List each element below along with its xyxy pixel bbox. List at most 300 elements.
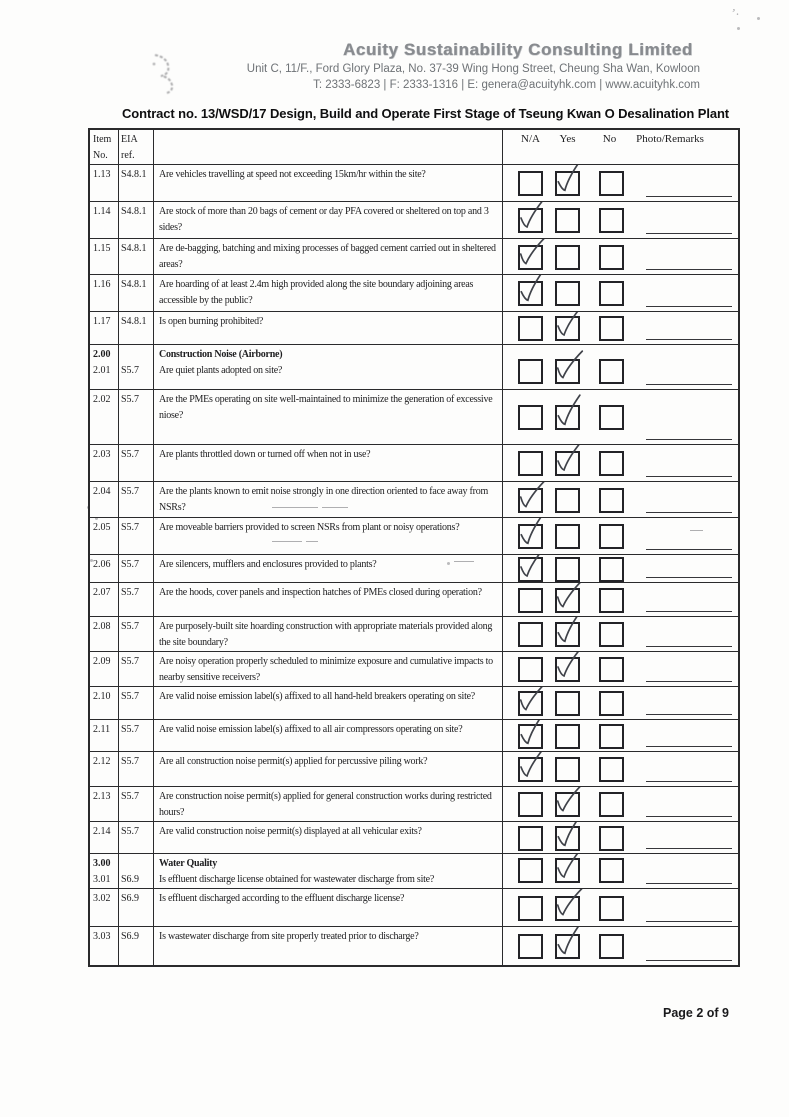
item-cell	[90, 165, 119, 201]
item-number: 2.02	[93, 394, 111, 405]
tick-mark-icon	[514, 239, 548, 271]
response-cell	[503, 583, 738, 616]
checkbox-na	[518, 208, 543, 233]
question-text: Are hoarding of at least 2.4m high provided along the site boundary adjoining areas accessible by the public?	[159, 279, 474, 306]
checkbox-yes	[555, 826, 580, 851]
eia-ref: S6.9	[121, 874, 140, 885]
checkbox-na	[518, 316, 543, 341]
table-row	[90, 555, 738, 583]
checkbox-yes	[555, 896, 580, 921]
remarks-line	[646, 196, 732, 197]
question-text: Are valid noise emission label(s) affixed to all air compressors operating on site?	[159, 724, 463, 735]
checkbox-na	[518, 757, 543, 782]
checkbox-no	[599, 316, 624, 341]
remarks-line	[646, 681, 732, 682]
eia-ref-cell	[119, 482, 154, 517]
checkbox-yes	[555, 245, 580, 270]
item-number: 2.08	[93, 621, 111, 632]
tick-mark-icon	[516, 202, 547, 233]
checkbox-no	[599, 488, 624, 513]
eia-ref: S4.8.1	[121, 316, 147, 327]
table-row	[90, 345, 738, 390]
col-header-responses	[503, 130, 738, 164]
checkbox-no	[599, 896, 624, 921]
checkbox-no	[599, 757, 624, 782]
tick-mark-icon	[514, 687, 548, 717]
eia-ref: S4.8.1	[121, 169, 147, 180]
question-cell	[154, 889, 503, 926]
question-cell	[154, 445, 503, 481]
eia-ref-cell	[119, 720, 154, 751]
checkbox-yes	[555, 858, 580, 883]
table-row	[90, 583, 738, 617]
eia-ref-cell	[119, 787, 154, 821]
table-row	[90, 445, 738, 482]
checkbox-yes	[555, 724, 580, 749]
question-text: Are de-bagging, batching and mixing processes of bagged cement carried out in sheltered areas?	[159, 243, 496, 270]
checkbox-no	[599, 657, 624, 682]
item-cell	[90, 889, 119, 926]
eia-ref-cell	[119, 583, 154, 616]
checkbox-na	[518, 405, 543, 430]
checkbox-no	[599, 171, 624, 196]
response-cell	[503, 752, 738, 786]
eia-ref-cell	[119, 652, 154, 686]
remarks-line	[646, 921, 732, 922]
checkbox-no	[599, 524, 624, 549]
eia-ref: S5.7	[121, 621, 140, 632]
checkbox-yes	[555, 622, 580, 647]
question-text: Are vehicles travelling at speed not exceeding 15km/hr within the site?	[159, 169, 426, 180]
tick-mark-icon	[553, 312, 584, 341]
eia-ref: S5.7	[121, 826, 140, 837]
tick-mark-icon	[515, 720, 549, 750]
question-cell	[154, 617, 503, 651]
item-cell	[90, 518, 119, 554]
eia-ref: S5.7	[121, 791, 140, 802]
eia-ref: S6.9	[121, 931, 140, 942]
checkbox-na	[518, 657, 543, 682]
item-number: 2.01	[93, 365, 111, 376]
eia-ref-cell	[119, 275, 154, 311]
checkbox-na	[518, 557, 543, 582]
table-row	[90, 202, 738, 239]
question-cell	[154, 312, 503, 344]
checkbox-na	[518, 724, 543, 749]
item-number: 1.16	[93, 279, 111, 290]
checkbox-no	[599, 208, 624, 233]
question-text: Are construction noise permit(s) applied for general construction works during restricted hours?	[159, 791, 492, 818]
remarks-line	[646, 746, 732, 747]
question-cell	[154, 652, 503, 686]
tick-mark-icon	[553, 445, 584, 476]
item-number: 2.10	[93, 691, 111, 702]
eia-ref-cell	[119, 345, 154, 389]
col-header-remarks: Photo/Remarks	[636, 133, 704, 145]
question-text: Are purposely-built site hoarding construction with appropriate materials provided along the site boundary?	[159, 621, 493, 648]
col-header-yes: Yes	[559, 133, 576, 145]
remarks-line	[646, 549, 732, 550]
section-number: 3.00	[93, 858, 111, 869]
table-body	[90, 165, 738, 965]
remarks-line	[646, 816, 732, 817]
checkbox-no	[599, 724, 624, 749]
checkbox-no	[599, 691, 624, 716]
col-header-item	[90, 130, 119, 164]
eia-ref-cell	[119, 165, 154, 201]
checkbox-no	[599, 622, 624, 647]
tick-mark-icon	[551, 346, 585, 386]
checkbox-na	[518, 488, 543, 513]
letterhead	[0, 0, 789, 100]
item-cell	[90, 927, 119, 965]
table-row	[90, 239, 738, 275]
tick-mark-icon	[552, 617, 586, 648]
checkbox-no	[599, 858, 624, 883]
checkbox-yes	[555, 691, 580, 716]
question-text: Is effluent discharge license obtained for wastewater discharge from site?	[159, 874, 435, 885]
eia-ref: S5.7	[121, 656, 140, 667]
tick-mark-icon	[552, 392, 586, 431]
checkbox-no	[599, 359, 624, 384]
col-header-item-line2: No.	[93, 150, 108, 161]
table-row	[90, 482, 738, 518]
eia-ref: S5.7	[121, 691, 140, 702]
question-text: Are valid noise emission label(s) affixed to all hand-held breakers operating on site?	[159, 691, 475, 702]
table-row	[90, 822, 738, 854]
remarks-line	[646, 476, 732, 477]
item-cell	[90, 687, 119, 719]
tick-mark-icon	[515, 275, 549, 307]
response-cell	[503, 445, 738, 481]
question-cell	[154, 482, 503, 517]
question-cell	[154, 345, 503, 389]
item-cell	[90, 822, 119, 853]
remarks-line	[646, 512, 732, 513]
eia-ref: S6.9	[121, 893, 140, 904]
checkbox-yes	[555, 171, 580, 196]
response-cell	[503, 720, 738, 751]
checkbox-na	[518, 451, 543, 476]
item-number: 2.09	[93, 656, 111, 667]
checkbox-yes	[555, 488, 580, 513]
remarks-line	[646, 339, 732, 340]
checkbox-yes	[555, 934, 580, 959]
item-number: 1.15	[93, 243, 111, 254]
item-cell	[90, 312, 119, 344]
eia-ref-cell	[119, 617, 154, 651]
response-cell	[503, 312, 738, 344]
eia-ref-cell	[119, 312, 154, 344]
table-row	[90, 312, 738, 345]
checkbox-no	[599, 281, 624, 306]
item-cell	[90, 752, 119, 786]
checkbox-na	[518, 826, 543, 851]
eia-ref: S4.8.1	[121, 206, 147, 217]
col-header-no: No	[602, 133, 617, 145]
tick-mark-icon	[553, 854, 584, 883]
response-cell	[503, 275, 738, 311]
eia-ref-cell	[119, 555, 154, 582]
item-cell	[90, 555, 119, 582]
table-row	[90, 617, 738, 652]
item-cell	[90, 239, 119, 274]
eia-ref-cell	[119, 518, 154, 554]
checkbox-no	[599, 245, 624, 270]
remarks-line	[646, 848, 732, 849]
remarks-line	[646, 781, 732, 782]
item-number: 1.17	[93, 316, 111, 327]
col-header-item-line1: Item	[93, 134, 112, 145]
item-number: 3.03	[93, 931, 111, 942]
checkbox-no	[599, 405, 624, 430]
checkbox-na	[518, 934, 543, 959]
response-cell	[503, 617, 738, 651]
checkbox-no	[599, 451, 624, 476]
table-row	[90, 652, 738, 687]
eia-ref: S5.7	[121, 486, 140, 497]
remarks-line	[646, 646, 732, 647]
checkbox-yes	[555, 451, 580, 476]
question-text: Are valid construction noise permit(s) displayed at all vehicular exits?	[159, 826, 422, 837]
section-number: 2.00	[93, 349, 111, 360]
remarks-line	[646, 577, 732, 578]
eia-ref-cell	[119, 752, 154, 786]
col-header-na: N/A	[521, 133, 540, 145]
eia-ref-cell	[119, 822, 154, 853]
checkbox-na	[518, 588, 543, 613]
question-cell	[154, 752, 503, 786]
eia-ref-cell	[119, 889, 154, 926]
tick-mark-icon	[553, 652, 584, 682]
tick-mark-icon	[516, 555, 547, 582]
eia-ref: S5.7	[121, 587, 140, 598]
item-number: 2.03	[93, 449, 111, 460]
checkbox-no	[599, 792, 624, 817]
remarks-line	[646, 384, 732, 385]
item-number: 2.05	[93, 522, 111, 533]
question-cell	[154, 555, 503, 582]
eia-ref-cell	[119, 687, 154, 719]
response-cell	[503, 787, 738, 821]
eia-ref: S5.7	[121, 559, 140, 570]
scan-artifact: ’·	[729, 5, 741, 22]
checkbox-na	[518, 171, 543, 196]
question-text: Is effluent discharged according to the effluent discharge license?	[159, 893, 405, 904]
question-cell	[154, 787, 503, 821]
question-cell	[154, 518, 503, 554]
checkbox-yes	[555, 588, 580, 613]
checklist-table	[88, 128, 740, 967]
checkbox-yes	[555, 757, 580, 782]
section-title: Water Quality	[159, 858, 217, 869]
col-header-question	[154, 130, 503, 164]
table-row	[90, 165, 738, 202]
item-number: 1.13	[93, 169, 111, 180]
question-text: Are the plants known to emit noise strongly in one direction oriented to face away from NSRs?	[159, 486, 488, 513]
response-cell	[503, 482, 738, 517]
item-cell	[90, 202, 119, 238]
checkbox-yes	[555, 208, 580, 233]
question-text: Are plants throttled down or turned off when not in use?	[159, 449, 371, 460]
eia-ref: S5.7	[121, 724, 140, 735]
item-cell	[90, 275, 119, 311]
company-name: Acuity Sustainability Consulting Limited	[343, 40, 693, 59]
response-cell	[503, 854, 738, 888]
item-cell	[90, 445, 119, 481]
item-cell	[90, 345, 119, 389]
item-cell	[90, 787, 119, 821]
table-row	[90, 889, 738, 927]
question-text: Is open burning prohibited?	[159, 316, 264, 327]
response-cell	[503, 202, 738, 238]
item-number: 2.13	[93, 791, 111, 802]
question-cell	[154, 390, 503, 444]
remarks-line	[646, 306, 732, 307]
question-text: Are the PMEs operating on site well-maintained to minimize the generation of excessive niose?	[159, 394, 493, 421]
section-title: Construction Noise (Airborne)	[159, 349, 283, 360]
checkbox-yes	[555, 557, 580, 582]
checkbox-no	[599, 934, 624, 959]
checkbox-na	[518, 281, 543, 306]
response-cell	[503, 652, 738, 686]
tick-mark-icon	[551, 787, 585, 818]
remarks-line	[646, 611, 732, 612]
remarks-line	[646, 714, 732, 715]
response-cell	[503, 390, 738, 444]
checkbox-yes	[555, 792, 580, 817]
tick-mark-icon	[514, 482, 548, 514]
eia-ref: S4.8.1	[121, 279, 147, 290]
response-cell	[503, 165, 738, 201]
table-row	[90, 390, 738, 445]
tick-mark-icon	[516, 752, 547, 782]
item-cell	[90, 482, 119, 517]
question-cell	[154, 202, 503, 238]
item-number: 1.14	[93, 206, 111, 217]
col-header-eia: EIA ref.	[119, 130, 154, 164]
remarks-line	[646, 960, 732, 961]
question-text: Is wastewater discharge from site properly treated prior to discharge?	[159, 931, 419, 942]
question-text: Are quiet plants adopted on site?	[159, 365, 283, 376]
item-number: 2.14	[93, 826, 111, 837]
response-cell	[503, 345, 738, 389]
table-row	[90, 687, 738, 720]
question-text: Are silencers, mufflers and enclosures provided to plants?	[159, 559, 377, 570]
response-cell	[503, 822, 738, 853]
table-row	[90, 275, 738, 312]
table-row	[90, 854, 738, 889]
question-text: Are moveable barriers provided to screen NSRs from plant or noisy operations?	[159, 522, 460, 533]
checkbox-yes	[555, 281, 580, 306]
tick-mark-icon	[551, 583, 585, 614]
remarks-line	[646, 269, 732, 270]
tick-mark-icon	[552, 822, 586, 852]
eia-ref: S5.7	[121, 756, 140, 767]
question-text: Are all construction noise permit(s) applied for percussive piling work?	[159, 756, 428, 767]
eia-ref-cell	[119, 239, 154, 274]
item-cell	[90, 583, 119, 616]
checkbox-yes	[555, 359, 580, 384]
document-title: Contract no. 13/WSD/17 Design, Build and Operate First Stage of Tseung Kwan O Desalination Plant	[122, 106, 730, 121]
checkbox-na	[518, 691, 543, 716]
question-cell	[154, 822, 503, 853]
item-number: 2.07	[93, 587, 111, 598]
eia-ref: S5.7	[121, 365, 140, 376]
checkbox-na	[518, 792, 543, 817]
checkbox-no	[599, 557, 624, 582]
remarks-line	[646, 439, 732, 440]
checkbox-no	[599, 826, 624, 851]
item-cell	[90, 617, 119, 651]
table-row	[90, 518, 738, 555]
question-cell	[154, 583, 503, 616]
item-number: 2.11	[93, 724, 111, 735]
eia-ref: S5.7	[121, 449, 140, 460]
checkbox-yes	[555, 405, 580, 430]
item-number: 2.04	[93, 486, 111, 497]
eia-ref: S5.7	[121, 522, 140, 533]
item-cell	[90, 854, 119, 888]
remarks-line	[646, 883, 732, 884]
response-cell	[503, 889, 738, 926]
table-row	[90, 752, 738, 787]
table-row	[90, 927, 738, 965]
checkbox-na	[518, 896, 543, 921]
response-cell	[503, 239, 738, 274]
tick-mark-icon	[552, 927, 586, 960]
question-cell	[154, 165, 503, 201]
eia-ref: S4.8.1	[121, 243, 147, 254]
item-number: 3.02	[93, 893, 111, 904]
checkbox-yes	[555, 316, 580, 341]
item-cell	[90, 652, 119, 686]
item-number: 2.06	[93, 559, 111, 570]
question-cell	[154, 687, 503, 719]
question-cell	[154, 927, 503, 965]
checkbox-na	[518, 622, 543, 647]
tick-mark-icon	[551, 889, 585, 922]
table-header-row	[90, 130, 738, 165]
question-text: Are the hoods, cover panels and inspection hatches of PMEs closed during operation?	[159, 587, 482, 598]
eia-ref-cell	[119, 445, 154, 481]
response-cell	[503, 518, 738, 554]
question-cell	[154, 720, 503, 751]
eia-ref-cell	[119, 202, 154, 238]
question-text: Are stock of more than 20 bags of cement or day PFA covered or sheltered on top and 3 sides?	[159, 206, 489, 233]
checkbox-no	[599, 588, 624, 613]
page-number: Page 2 of 9	[663, 1006, 729, 1020]
eia-ref-cell	[119, 390, 154, 444]
item-cell	[90, 390, 119, 444]
response-cell	[503, 555, 738, 582]
company-address: Unit C, 11/F., Ford Glory Plaza, No. 37-39 Wing Hong Street, Cheung Sha Wan, Kowloon	[246, 63, 700, 75]
item-number: 3.01	[93, 874, 111, 885]
checkbox-yes	[555, 524, 580, 549]
checkbox-na	[518, 245, 543, 270]
question-text: Are noisy operation properly scheduled to minimize exposure and cumulative impacts to nearby sensitive receivers?	[159, 656, 493, 683]
response-cell	[503, 927, 738, 965]
eia-ref-cell	[119, 854, 154, 888]
table-row	[90, 720, 738, 752]
question-cell	[154, 854, 503, 888]
response-cell	[503, 687, 738, 719]
tick-mark-icon	[552, 165, 586, 197]
checkbox-na	[518, 858, 543, 883]
eia-ref: S5.7	[121, 394, 140, 405]
item-cell	[90, 720, 119, 751]
company-contact: T: 2333-6823 | F: 2333-1316 | E: genera@acuityhk.com | www.acuityhk.com	[313, 79, 700, 91]
